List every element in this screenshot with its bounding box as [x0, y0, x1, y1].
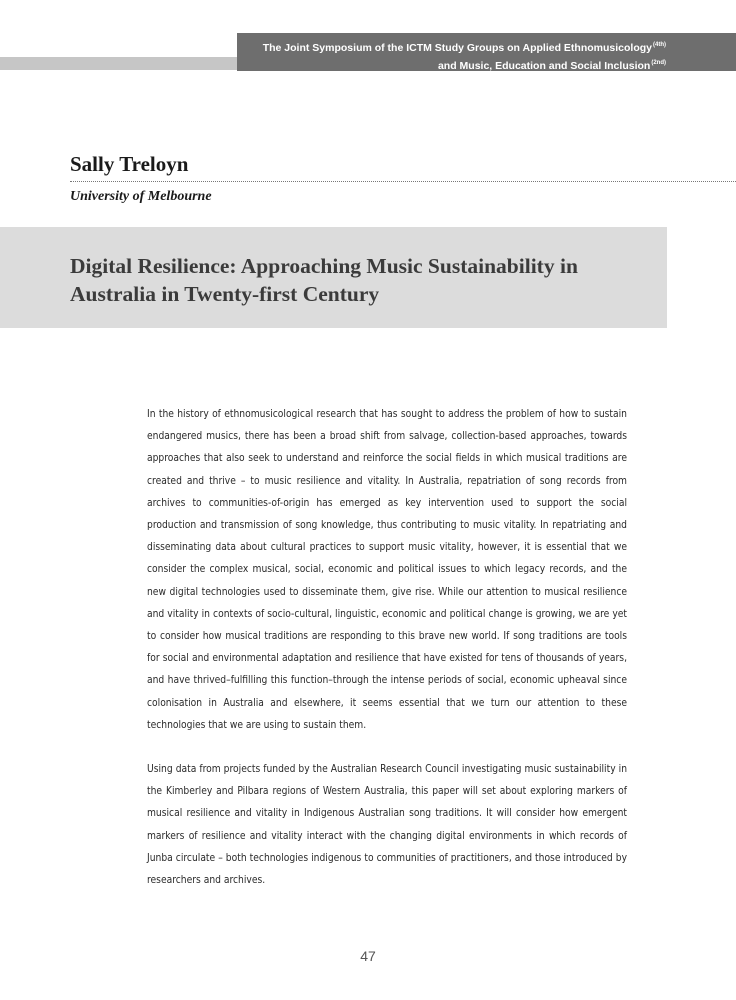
page-number: 47: [360, 948, 376, 964]
author-affiliation: University of Melbourne: [70, 189, 212, 204]
abstract-body: [147, 404, 627, 914]
running-header: [237, 33, 736, 71]
running-header-line-1: [237, 38, 666, 56]
abstract-paragraph: In the history of ethnomusicological research that has sought to address the problem of how to sustain endangered musics, there has been a broad shift from salvage, collection-based approaches, towards approaches that also seek to understand and reinforce the social fields in which musical traditions are created and thrive – to music resilience and vitality. In Australia, repatriation of song records from archives to communities-of-origin has emerged as key intervention used to support the social production and transmission of song knowledge, thus contributing to music vitality. In repatriating and disseminating data about cultural practices to support music vitality, however, it is essential that we consider the complex musical, social, economic and political issues to which legacy records, and the new digital technologies used to disseminate them, give rise. While our attention to musical resilience and vitality in contexts of socio-cultural, linguistic, economic and political change is growing, we are yet to consider how musical traditions are responding to this brave new world. If song traditions are tools for social and environmental adaptation and resilience that have existed for tens of thousands of years, and have thrived–fulfilling this function–through the intense periods of social, economic upheaval since colonisation in Australia and elsewhere, it seems essential that we turn our attention to these technologies that we are using to sustain them.: [147, 409, 627, 731]
title-block: [0, 227, 667, 328]
abstract-paragraph: Using data from projects funded by the Australian Research Council investigating music sustainability in the Kimberley and Pilbara regions of Western Australia, this paper will set about exploring markers of musical resilience and vitality in Indigenous Australian song traditions. It will consider how emergent markers of resilience and vitality interact with the changing digital environments in which records of Junba circulate – both technologies indigenous to communities of practitioners, and those introduced by researchers and archives.: [147, 764, 627, 887]
header-line-2-text: and Music, Education and Social Inclusion: [437, 60, 651, 72]
author-name: Sally Treloyn: [70, 152, 189, 176]
author-divider: [70, 181, 736, 182]
running-header-line-2: [237, 56, 666, 74]
paper-title: Digital Resilience: Approaching Music Sustainability in Australia in Twenty-first Century: [70, 254, 578, 306]
header-line-1-text: The Joint Symposium of the ICTM Study Groups on Applied Ethnomusicology: [262, 42, 652, 54]
header-line-1-sup: (4th): [653, 42, 666, 48]
header-line-2-sup: (2nd): [651, 60, 666, 66]
